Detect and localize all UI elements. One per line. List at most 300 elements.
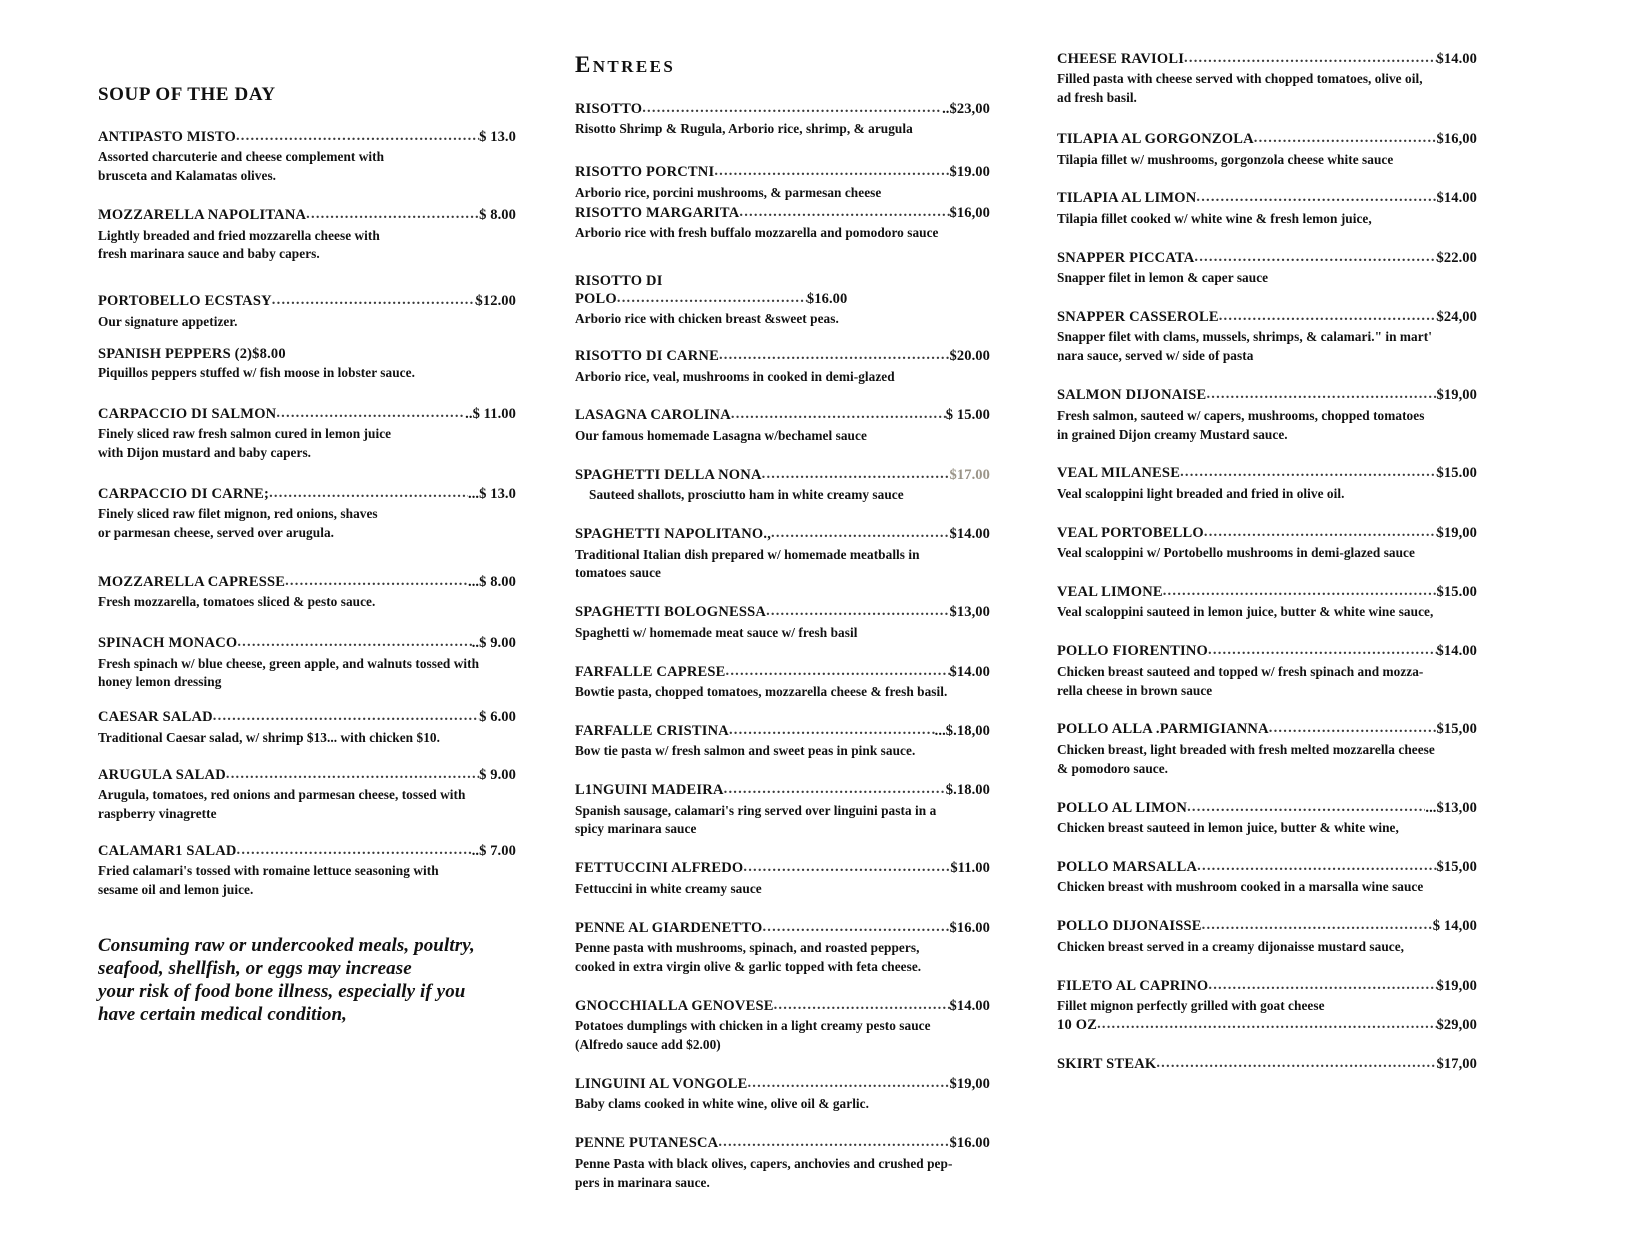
menu-item-description: [98, 148, 516, 186]
menu-item: [1057, 308, 1477, 366]
menu-item-description: [98, 655, 516, 693]
menu-item-row: [575, 1134, 990, 1153]
menu-item-name: SKIRT STEAK: [1057, 1056, 1157, 1073]
menu-item-description: [1057, 603, 1477, 622]
description-line: Traditional Caesar salad, w/ shrimp $13... with chicken $10.: [98, 729, 440, 745]
menu-item-row: [1057, 308, 1477, 327]
dot-leader: [1202, 916, 1433, 935]
description-line: Our famous homemade Lasagna w/bechamel sauce: [575, 427, 867, 443]
menu-item-name: FILETO AL CAPRINO: [1057, 977, 1209, 994]
menu-item-description: [575, 546, 990, 584]
menu-item: [575, 1134, 990, 1192]
menu-item-row: [575, 997, 990, 1016]
description-line: Arborio rice, porcini mushrooms, & parmesan cheese: [575, 184, 882, 200]
dot-leader: [718, 1133, 949, 1152]
menu-item-description: [575, 939, 990, 977]
menu-item-price: $17.00: [949, 466, 990, 483]
menu-column-entrees: [575, 52, 990, 1192]
dot-leader: [1269, 719, 1437, 738]
menu-item-description: [1057, 328, 1477, 366]
dot-leader: [1097, 1015, 1436, 1034]
menu-item-row: [98, 128, 516, 147]
menu-item-price: ...$ 13.0: [467, 485, 516, 502]
menu-item-description: [98, 505, 516, 543]
menu-item-price: $17,00: [1436, 1056, 1477, 1073]
menu-item-description: [1057, 819, 1477, 838]
menu-item-price: $15,00: [1436, 721, 1477, 738]
menu-item: [575, 919, 990, 977]
menu-item-name: CARPACCIO DI CARNE;: [98, 485, 270, 502]
menu-item-row: [1057, 524, 1477, 543]
menu-item: [1057, 130, 1477, 169]
menu-column-appetizers: [98, 84, 516, 1027]
description-line: Piquillos peppers stuffed w/ fish moose in lobster sauce.: [98, 364, 415, 380]
menu-item: [575, 722, 990, 761]
menu-item-name: LINGUINI AL VONGOLE: [575, 1075, 748, 1092]
menu-item: [98, 634, 516, 692]
menu-item-row: [575, 406, 990, 425]
menu-item-name: RISOTTO: [575, 101, 643, 117]
menu-item-name: GNOCCHIALLA GENOVESE: [575, 997, 774, 1014]
menu-item: [575, 466, 990, 505]
description-line: Veal scaloppini w/ Portobello mushrooms in demi-glazed sauce: [1057, 545, 1415, 561]
menu-item-description: [98, 786, 516, 824]
description-line: Chicken breast, light breaded with fresh melted mozzarella cheese: [1057, 741, 1435, 757]
description-line: Chicken breast served in a creamy dijonaisse mustard sauce,: [1057, 938, 1405, 954]
menu-item: [1057, 1055, 1477, 1074]
description-line: Chicken breast sauteed in lemon juice, butter & white wine,: [1057, 820, 1399, 836]
menu-item-description: [575, 1155, 990, 1193]
menu-item: [98, 206, 516, 264]
menu-item: [98, 346, 516, 383]
menu-item-name: SPINACH MONACO: [98, 635, 238, 652]
menu-item-description: [575, 184, 990, 203]
menu-item-price: ...$13,00: [1425, 799, 1477, 816]
menu-item-name: FARFALLE CRISTINA: [575, 722, 729, 739]
menu-item-row: [1057, 386, 1477, 405]
description-line: ad fresh basil.: [1057, 90, 1137, 106]
description-line: Fried calamari's tossed with romaine lettuce seasoning with: [98, 863, 439, 879]
description-line: Tilapia fillet w/ mushrooms, gorgonzola cheese white sauce: [1057, 151, 1394, 167]
menu-item-price: ..$ 7.00: [471, 842, 516, 859]
menu-item-price: $15.00: [1436, 465, 1477, 482]
menu-item-name: MOZZARELLA NAPOLITANA: [98, 207, 307, 224]
menu-item-price: $19,00: [1436, 387, 1477, 404]
menu-item-price: $24,00: [1436, 309, 1477, 326]
menu-item: [575, 603, 990, 642]
menu-item-name-line1: RISOTTO DI: [575, 272, 663, 289]
menu-item: [98, 128, 516, 186]
menu-item-description: [1057, 878, 1477, 897]
menu-item: [575, 859, 990, 898]
dot-leader: [1196, 188, 1436, 207]
menu-item-description: [1057, 210, 1477, 229]
dot-leader: [739, 203, 949, 222]
description-line: Traditional Italian dish prepared w/ homemade meatballs in: [575, 546, 920, 562]
menu-item-description: [98, 227, 516, 265]
menu-item-price: ...$.18,00: [934, 722, 990, 739]
menu-item-name: TILAPIA AL LIMON: [1057, 190, 1197, 207]
menu-item-price: $ 8.00: [479, 207, 516, 224]
description-line: Baby clams cooked in white wine, olive oil & garlic.: [575, 1096, 870, 1112]
menu-item-name: FARFALLE CAPRESE: [575, 663, 726, 680]
menu-item-price: $14.00: [1436, 643, 1477, 660]
description-line: Tilapia fillet cooked w/ white wine & fresh lemon juice,: [1057, 210, 1372, 226]
menu-item: [575, 525, 990, 583]
menu-item-description: [98, 313, 516, 332]
menu-item-description: [1057, 938, 1477, 957]
menu-item: [98, 842, 516, 900]
description-line: Our signature appetizer.: [98, 313, 238, 329]
menu-item-name: RISOTTO DI CARNE: [575, 348, 719, 365]
menu-item: [575, 163, 990, 202]
dot-leader: [719, 346, 950, 365]
dot-leader: [1163, 582, 1437, 601]
menu-item-name: POLLO ALLA .PARMIGIANNA: [1057, 721, 1269, 738]
dot-leader: [1208, 641, 1436, 660]
menu-item-row: [1057, 50, 1477, 69]
menu-item-price: $ 15.00: [945, 407, 990, 424]
menu-item: [1057, 50, 1477, 108]
menu-item: [575, 781, 990, 839]
dot-leader: [729, 721, 935, 740]
menu-item-row: [1057, 1016, 1477, 1035]
menu-item-row: [98, 842, 516, 861]
dot-leader: [213, 707, 479, 726]
menu-item-description: [98, 364, 516, 383]
description-line: tomatoes sauce: [575, 565, 661, 581]
menu-item-row: [575, 163, 990, 182]
section-heading-soup-of-the-day: SOUP OF THE DAY: [98, 84, 276, 105]
menu-item: [575, 100, 990, 139]
dot-leader: [771, 524, 950, 543]
menu-item-row: [575, 603, 990, 622]
menu-item-name: RISOTTO PORCTNI: [575, 164, 715, 181]
menu-item-description: [1057, 407, 1477, 445]
menu-item-price: $14.00: [949, 526, 990, 543]
disclaimer-line: your risk of food bone illness, especially if you: [98, 981, 466, 1003]
dot-leader: [1208, 976, 1436, 995]
description-line: brusceta and Kalamatas olives.: [98, 168, 277, 184]
menu-item: [98, 292, 516, 331]
menu-item-price: ..$23,00: [942, 101, 990, 117]
menu-item-row: [1057, 799, 1477, 818]
menu-item-name: SNAPPER PICCATA: [1057, 249, 1195, 266]
description-line: Penne Pasta with black olives, capers, anchovies and crushed pep-: [575, 1155, 953, 1171]
menu-item: [1057, 720, 1477, 778]
menu-item-description: [98, 729, 516, 748]
description-line: Spanish sausage, calamari's ring served over linguini pasta in a: [575, 802, 937, 818]
menu-item-name: SPAGHETTI DELLA NONA: [575, 466, 762, 483]
dot-leader: [1180, 463, 1436, 482]
menu-item: [1057, 249, 1477, 288]
menu-item-row: [575, 525, 990, 544]
description-line: raspberry vinagrette: [98, 805, 217, 821]
menu-item: [1057, 917, 1477, 956]
menu-item-price: $12.00: [475, 293, 516, 310]
menu-item-name: VEAL PORTOBELLO: [1057, 524, 1204, 541]
description-line: sesame oil and lemon juice.: [98, 882, 254, 898]
dot-leader: [269, 484, 468, 503]
disclaimer-line: seafood, shellfish, or eggs may increase: [98, 958, 412, 980]
menu-item-name: ANTIPASTO MISTO: [98, 129, 236, 145]
menu-item: [575, 997, 990, 1055]
description-line: Snapper filet with clams, mussels, shrimps, & calamari." in mart': [1057, 329, 1432, 345]
description-line: Finely sliced raw filet mignon, red onions, shaves: [98, 506, 378, 522]
description-line: Potatoes dumplings with chicken in a light creamy pesto sauce: [575, 1018, 931, 1034]
menu-item: [1057, 524, 1477, 563]
entree-continued-item-list: [1057, 50, 1477, 1075]
menu-item-name: ARUGULA SALAD: [98, 766, 226, 783]
menu-item-row: [98, 766, 516, 785]
description-line: Snapper filet in lemon & caper sauce: [1057, 270, 1269, 286]
description-line: Risotto Shrimp & Rugula, Arborio rice, shrimp, & arugula: [575, 121, 913, 137]
dot-leader: [714, 162, 949, 181]
menu-item-description: [575, 683, 990, 702]
description-line: cooked in extra virgin olive & garlic topped with feta cheese.: [575, 958, 922, 974]
menu-item-row: [1057, 720, 1477, 739]
menu-item-description: [575, 1017, 990, 1055]
dot-leader: [642, 99, 942, 118]
menu-item: [1057, 799, 1477, 838]
menu-item-price: $16,00: [1436, 131, 1477, 148]
description-line: Penne pasta with mushrooms, spinach, and roasted peppers,: [575, 940, 920, 956]
dot-leader: [1197, 857, 1436, 876]
menu-item-description: [1057, 997, 1477, 1016]
disclaimer-line: Consuming raw or undercooked meals, poultry,: [98, 934, 475, 956]
menu-item-price: $15,00: [1436, 858, 1477, 875]
menu-item-row: [575, 290, 990, 309]
menu-item-name: POLLO FIORENTINO: [1057, 643, 1209, 660]
menu-item-row: [1057, 249, 1477, 268]
menu-item-row: [1057, 977, 1477, 996]
description-line: Spaghetti w/ homemade meat sauce w/ fresh basil: [575, 624, 858, 640]
menu-item-price: ..$ 11.00: [465, 405, 516, 422]
menu-item-name: SNAPPER CASSEROLE: [1057, 309, 1219, 326]
dot-leader: [743, 858, 950, 877]
menu-item-row: [1057, 583, 1477, 602]
menu-item-description: [98, 425, 516, 463]
menu-item: [1057, 583, 1477, 622]
menu-item-name: CARPACCIO DI SALMON: [98, 405, 277, 422]
menu-column-entrees-continued: [1057, 50, 1477, 1075]
menu-item-name: SALMON DIJONAISE: [1057, 387, 1207, 404]
menu-item-description: [1057, 269, 1477, 288]
dot-leader: [617, 289, 807, 308]
menu-item-description: [575, 310, 990, 329]
description-line: Fresh spinach w/ blue cheese, green apple, and walnuts tossed with: [98, 655, 480, 671]
menu-item-price: $ 9.00: [479, 766, 516, 783]
menu-item-name: 10 OZ: [1057, 1016, 1098, 1033]
menu-item-description: [575, 802, 990, 840]
menu-item-description: [98, 593, 516, 612]
menu-item-row: [98, 206, 516, 225]
description-line: Filled pasta with cheese served with chopped tomatoes, olive oil,: [1057, 71, 1423, 87]
menu-item-description: [575, 224, 990, 243]
menu-item-description: [98, 862, 516, 900]
menu-item-price: $15.00: [1436, 584, 1477, 600]
menu-item-price: $14.00: [1436, 190, 1477, 207]
dot-leader: [747, 1074, 949, 1093]
menu-item-name: L1NGUINI MADEIRA: [575, 782, 724, 799]
menu-item: [575, 347, 990, 386]
menu-item-price: ..$ 9.00: [471, 635, 516, 652]
menu-item: [575, 406, 990, 445]
dot-leader: [762, 465, 950, 484]
menu-item-name: SPAGHETTI BOLOGNESSA: [575, 604, 767, 621]
menu-item-row: [575, 466, 990, 485]
menu-item-name: FETTUCCINI ALFREDO: [575, 860, 744, 877]
description-line: Arborio rice with fresh buffalo mozzarella and pomodoro sauce: [575, 225, 939, 241]
menu-item-description: [575, 427, 990, 446]
menu-item: [1057, 858, 1477, 897]
description-line: Assorted charcuterie and cheese complement with: [98, 149, 385, 165]
menu-item: [98, 405, 516, 463]
description-line: Fettuccini in white creamy sauce: [575, 880, 762, 896]
menu-item-row: [98, 292, 516, 311]
menu-item-description: [575, 120, 990, 139]
disclaimer-line: have certain medical condition,: [98, 1004, 348, 1026]
menu-item-price: $13,00: [949, 604, 990, 621]
description-line: Veal scaloppini sauteed in lemon juice, butter & white wine sauce,: [1057, 604, 1434, 620]
dot-leader: [306, 205, 479, 224]
menu-item-description: [575, 1095, 990, 1114]
menu-item-price: $ 14,00: [1432, 918, 1477, 935]
menu-item-price: $16.00: [806, 290, 848, 307]
menu-item-row: [98, 708, 516, 727]
menu-item-name: PORTOBELLO ECSTASY: [98, 293, 272, 310]
menu-item: [575, 663, 990, 702]
menu-item: [575, 273, 990, 329]
menu-item: [1057, 386, 1477, 444]
dot-leader: [1204, 523, 1437, 542]
menu-item-name: POLLO AL LIMON: [1057, 799, 1188, 816]
menu-item-row: [575, 722, 990, 741]
menu-item-description: [1057, 544, 1477, 563]
menu-item-name: LASAGNA CAROLINA: [575, 407, 731, 424]
menu-item-name: PENNE PUTANESCA: [575, 1135, 719, 1152]
menu-item-name: VEAL LIMONE: [1057, 584, 1163, 600]
description-line: fresh marinara sauce and baby capers.: [98, 246, 320, 262]
entrees-heading-rest: NTREES: [592, 57, 676, 76]
menu-item-row: [575, 663, 990, 682]
dot-leader: [1219, 307, 1437, 326]
menu-item-row: [1057, 858, 1477, 877]
description-line: in grained Dijon creamy Mustard sauce.: [1057, 426, 1288, 442]
section-heading-entrees: [575, 52, 990, 78]
menu-item: [1057, 642, 1477, 700]
dot-leader: [1194, 248, 1436, 267]
menu-item-description: [575, 624, 990, 643]
description-line: Arborio rice, veal, mushrooms in cooked in demi-glazed: [575, 368, 895, 384]
menu-item-name: POLO: [575, 290, 617, 307]
menu-item-row: [98, 573, 516, 592]
description-line: Veal scaloppini light breaded and fried in olive oil.: [1057, 485, 1345, 501]
description-line: Chicken breast sauteed and topped w/ fresh spinach and mozza-: [1057, 663, 1424, 679]
menu-item-row: [1057, 130, 1477, 149]
dot-leader: [1156, 1054, 1436, 1073]
menu-item-row: [575, 1075, 990, 1094]
menu-item-description: [575, 486, 990, 505]
dot-leader: [1254, 129, 1437, 148]
dot-leader: [724, 780, 946, 799]
menu-item-row: [575, 204, 990, 223]
menu-item: [98, 573, 516, 612]
dot-leader: [237, 633, 471, 652]
description-line: & pomodoro sauce.: [1057, 760, 1169, 776]
menu-item-row: [98, 405, 516, 424]
menu-item-row: [575, 347, 990, 366]
description-line: Arborio rice with chicken breast &sweet peas.: [575, 311, 839, 327]
description-line: Chicken breast with mushroom cooked in a marsalla wine sauce: [1057, 879, 1424, 895]
menu-item-name: SPANISH PEPPERS (2)$8.00: [98, 345, 286, 362]
dot-leader: [226, 765, 479, 784]
menu-item-name: CALAMAR1 SALAD: [98, 842, 237, 859]
menu-item-price: $16.00: [949, 919, 990, 936]
menu-item-price: $19,00: [1436, 977, 1477, 994]
menu-item: [575, 1075, 990, 1114]
dot-leader: [762, 918, 949, 937]
menu-item-row: [98, 634, 516, 653]
dot-leader: [276, 404, 465, 423]
dot-leader: [731, 405, 946, 424]
menu-item-row: [575, 919, 990, 938]
dot-leader: [1187, 798, 1425, 817]
menu-item-price: $.18.00: [945, 782, 990, 799]
menu-item-name: CHEESE RAVIOLI: [1057, 51, 1185, 67]
menu-item-row: [1057, 642, 1477, 661]
menu-item-price: $29,00: [1436, 1016, 1477, 1033]
menu-item-price: $ 13.0: [479, 129, 516, 145]
appetizer-item-list: [98, 128, 516, 900]
dot-leader: [726, 662, 950, 681]
menu-item-price: $16,00: [949, 204, 990, 221]
dot-leader: [774, 996, 950, 1015]
menu-item-name: CAESAR SALAD: [98, 709, 213, 726]
description-line: with Dijon mustard and baby capers.: [98, 444, 312, 460]
menu-item-row: [1057, 189, 1477, 208]
description-line: rella cheese in brown sauce: [1057, 682, 1213, 698]
menu-item-price: $19,00: [1436, 524, 1477, 541]
menu-item: [1057, 977, 1477, 1036]
entree-item-list: [575, 100, 990, 1192]
description-line: Lightly breaded and fried mozzarella cheese with: [98, 227, 380, 243]
menu-item-row: [98, 485, 516, 504]
dot-leader: [237, 841, 472, 860]
menu-item-name: SPAGHETTI NAPOLITANO.,: [575, 526, 772, 543]
menu-item-description: [1057, 663, 1477, 701]
menu-item-price: $19.00: [949, 164, 990, 181]
menu-item: [98, 766, 516, 824]
menu-item-description: [1057, 70, 1477, 108]
menu-item-price: ...$ 8.00: [467, 573, 516, 590]
menu-item-price: $14.00: [949, 663, 990, 680]
menu-item-price: $ 6.00: [479, 709, 516, 726]
menu-item-description: [575, 742, 990, 761]
menu-item: [575, 204, 990, 243]
description-line: Sauteed shallots, prosciutto ham in white creamy sauce: [589, 487, 904, 503]
menu-item-description: [1057, 151, 1477, 170]
description-line: Bow tie pasta w/ fresh salmon and sweet peas in pink sauce.: [575, 743, 916, 759]
menu-item-price: $19,00: [949, 1075, 990, 1092]
menu-item-row: [1057, 917, 1477, 936]
description-line: Fresh salmon, sauteed w/ capers, mushrooms, chopped tomatoes: [1057, 407, 1425, 423]
menu-item-row: [575, 100, 990, 119]
menu-item: [1057, 189, 1477, 228]
menu-item: [1057, 464, 1477, 503]
menu-item-description: [1057, 485, 1477, 504]
menu-item: [98, 708, 516, 747]
